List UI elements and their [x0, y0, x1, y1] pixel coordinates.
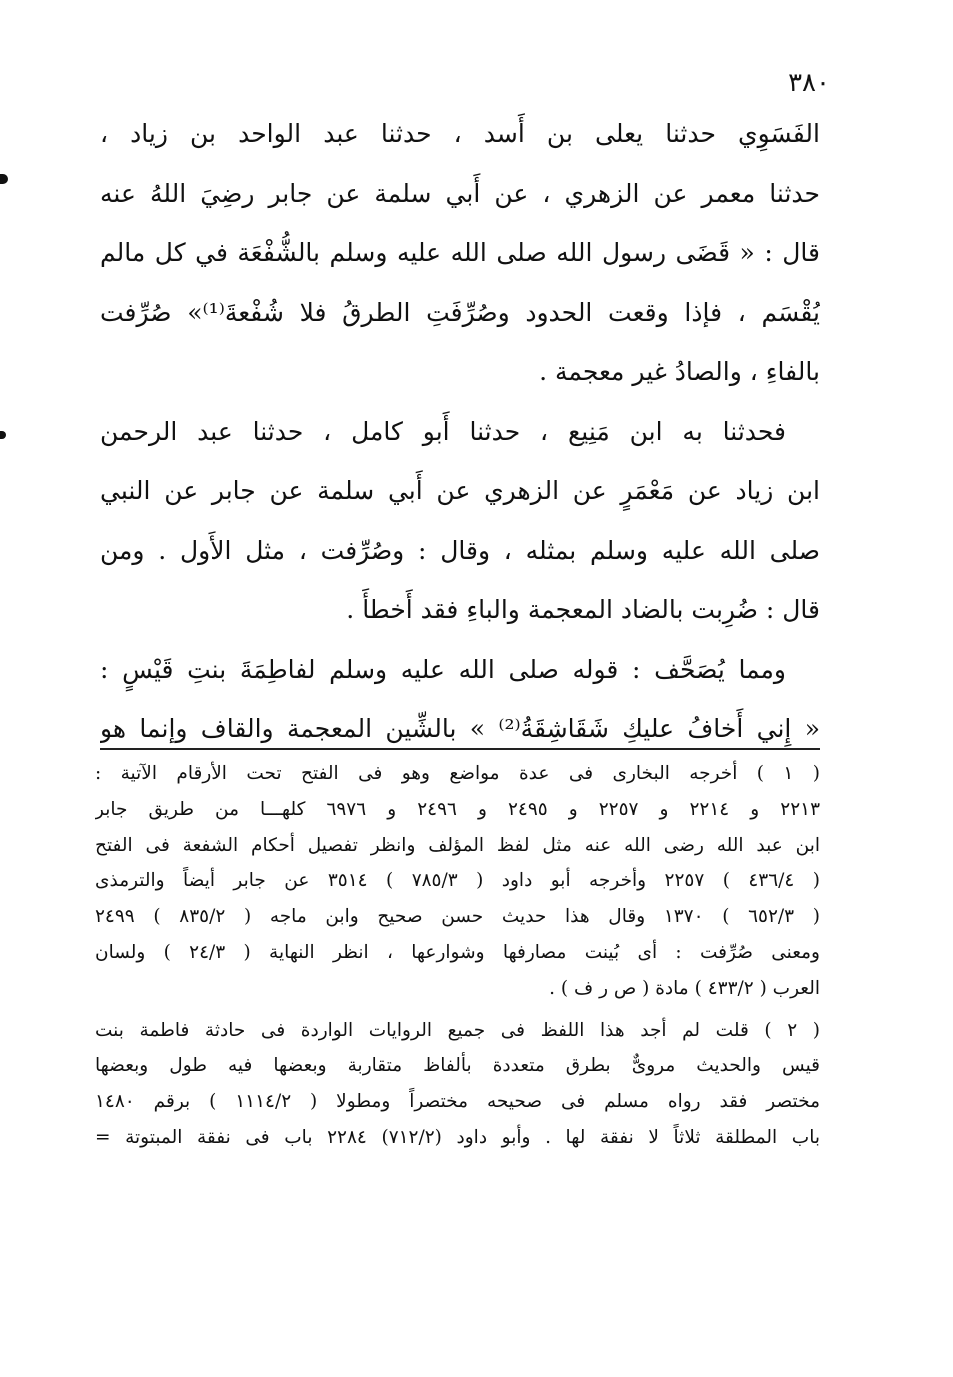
footnote-1	[95, 756, 820, 1007]
footnote-line: ابن عبد الله رضى الله عنه مثل لفظ المؤلف وانظر تفصيل أحكام الشفعة فى الفتح	[95, 834, 820, 856]
footnote-2	[95, 1013, 820, 1156]
text-line: ابن زياد عن مَعْمَرٍ عن الزهري عن أَبي سلمة عن جابر عن النبي	[100, 476, 820, 505]
text-line: حدثنا معمر عن الزهري ، عن أَبي سلمة عن جابر رضِيَ اللهُ عنه	[100, 178, 820, 208]
text-line: فحدثنا به ابن مَنِيع ، حدثنا أَبو كامل ، حدثنا عبد الرحمن	[100, 416, 786, 446]
text-line: صلى الله عليه وسلم بمثله ، وقال : وصُرِّفت ، مثل الأَول . ومن	[100, 535, 820, 565]
text-line: بالفاءِ ، والصادُ غير معجمة .	[539, 357, 820, 386]
footnote-line: مختصر فقد رواه مسلم فى صحيحه مختصراً ومطولا ( ١١١٤/٢ ) برقم ١٤٨٠	[95, 1091, 820, 1113]
page-number: ٣٨٠	[788, 68, 830, 98]
footnote-line: ( ١ ) أخرجه البخارى فى عدة مواضع وهو فى الفتح تحت الأرقام الآتية :	[95, 763, 820, 784]
footnote-line: ٢٢١٣ و ٢٢١٤ و ٢٢٥٧ و ٢٤٩٥ و ٢٤٩٦ و ٦٩٧٦ كلهـــا من طريق جابر	[95, 798, 820, 820]
footnote-line: ( ٤٣٦/٤ ) ٢٢٥٧ وأخرجه أبو داود ( ٧٨٥/٣ ) ٣٥١٤ عن جابر أيضاً والترمذى	[95, 870, 820, 892]
footnote-line: العرب ( ٤٣٣/٢ ) مادة ( ص ر ف ) .	[549, 977, 820, 999]
main-text	[100, 104, 820, 759]
footnote-divider	[100, 748, 820, 750]
margin-mark	[0, 431, 6, 439]
text-line: قال : ضُرِبت بالضاد المعجمة والباءِ فقد أَخطأَ .	[346, 595, 820, 624]
text-line: يُقْسَم ، فإذا وقعت الحدود وصُرِّفَتِ الطرقُ فلا شُفْعةَ⁽¹⁾» صُرِّفت	[100, 297, 820, 327]
text-line: الفَسَوِي حدثنا يعلى بن أَسد ، حدثنا عبد الواحد بن زياد ،	[100, 119, 820, 148]
footnotes	[95, 756, 820, 1156]
text-line: ومما يُصَحَّف : قوله صلى الله عليه وسلم لفاطِمَةَ بنتِ قَيْسٍ :	[100, 654, 786, 684]
footnote-line: قيس والحديث مروىٌّ بطرق متعددة بألفاظ متقاربة وبعضها فيه طول وبعضها	[95, 1055, 820, 1077]
text-line: قال : « قَضَى رسول الله صلى الله عليه وسلم بالشُّفْعَة في كل مالم	[100, 238, 820, 267]
footnote-line: ومعنى صُرِّفت : أى بُينت مصارفها وشوارعها ، انظر النهاية ( ٢٤/٣ ) ولسان	[95, 941, 820, 963]
footnote-line: ( ٢ ) قلت لم أجد هذا اللفظ فى جميع الروايات الواردة فى حادثة فاطمة بنت	[95, 1019, 820, 1041]
footnote-line: باب المطلقة ثلاثاً لا نفقة لها . وأبو داود (٧١٢/٢) ٢٢٨٤ باب فى نفقة المبتوتة =	[95, 1126, 820, 1148]
footnote-line: ( ٦٥٢/٣ ) ١٣٧٠ وقال هذا حديث حسن صحيح وابن ماجه ( ٨٣٥/٢ ) ٢٤٩٩	[95, 906, 820, 928]
text-line: « إِني أَخافُ عليكِ شَقَاشِقَةُ⁽²⁾ » بالشِّين المعجمة والقاف وإنما هو	[100, 714, 820, 743]
margin-mark	[0, 174, 8, 184]
